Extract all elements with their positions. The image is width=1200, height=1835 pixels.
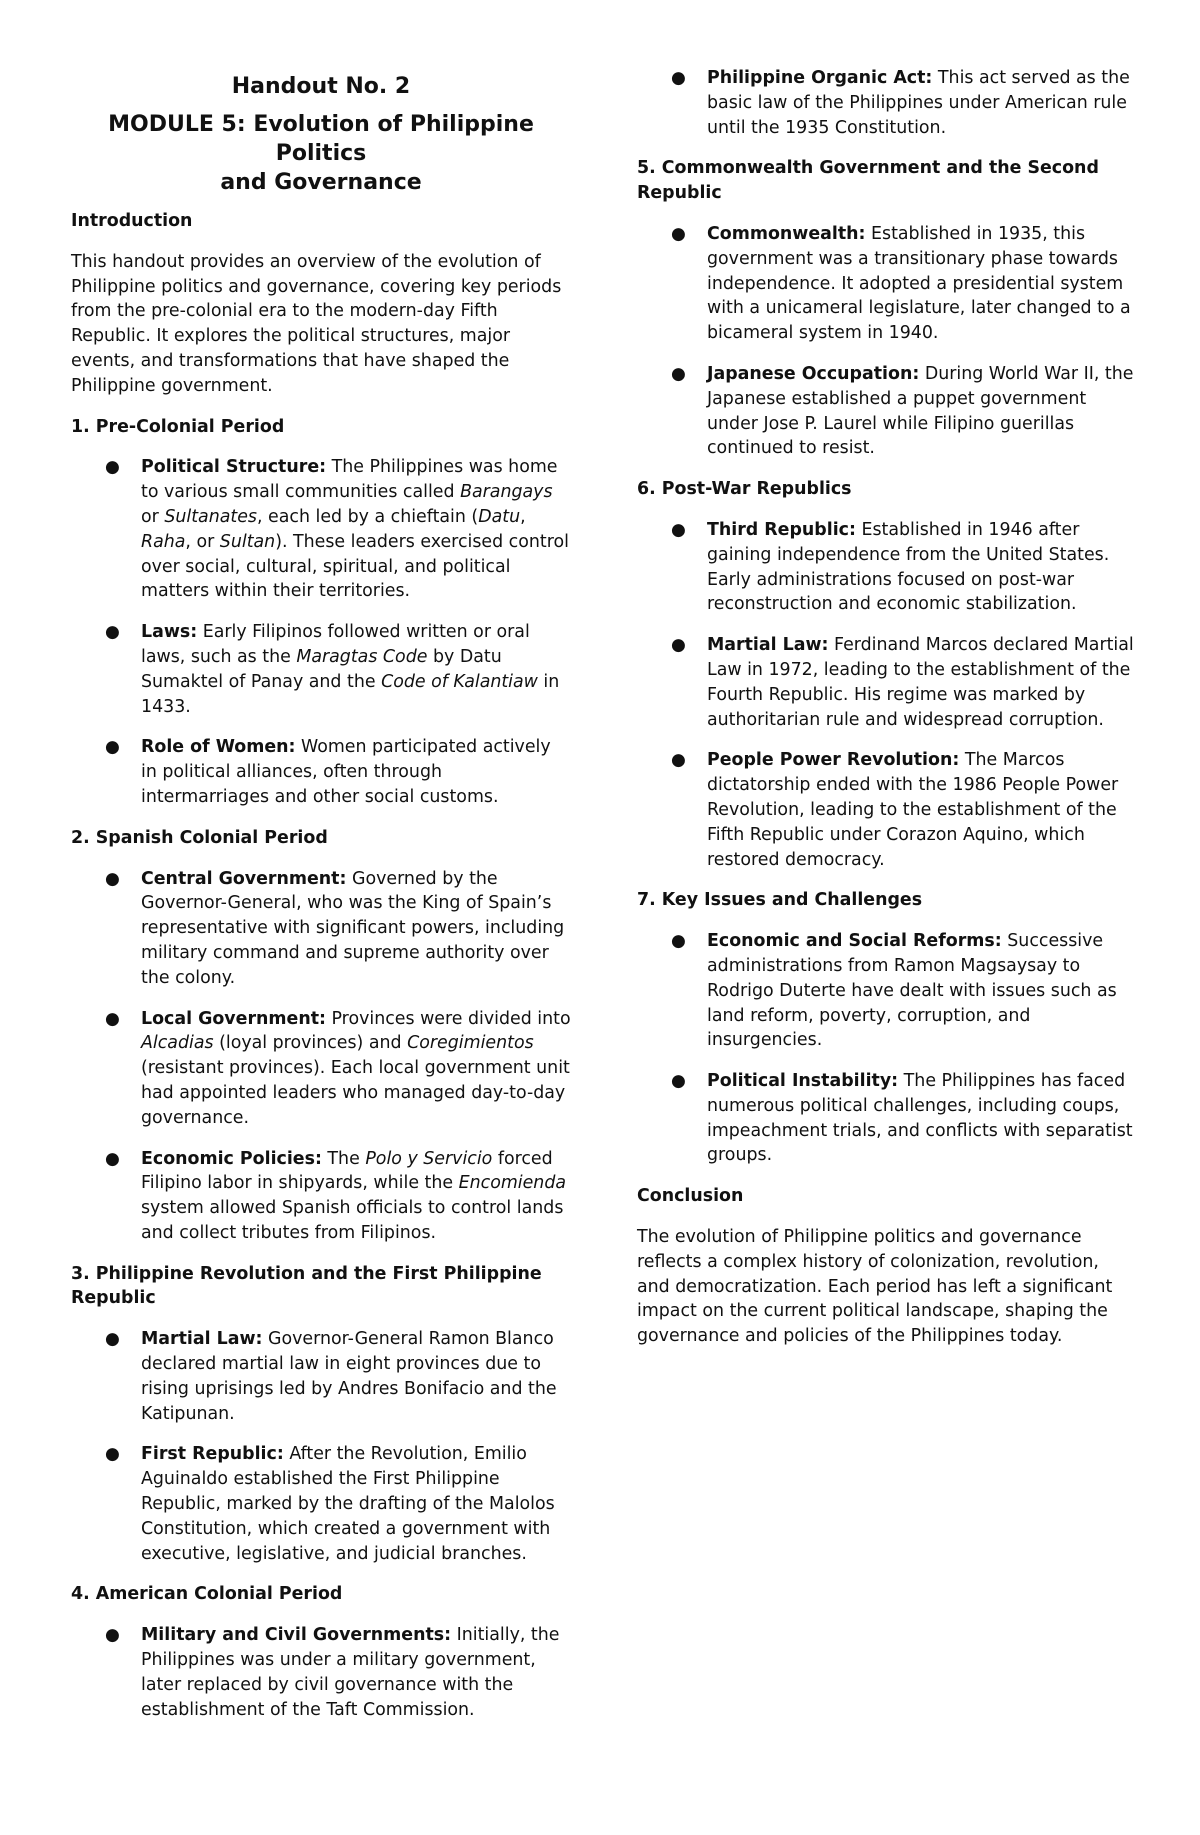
bullet-icon: ● [105,622,120,643]
item-text: , or [185,531,220,552]
item-italic: Raha [141,531,186,552]
bullet-icon: ● [105,737,120,758]
item-label: Military and Civil Governments: [141,1625,452,1646]
list-item [71,620,571,719]
item-text: by Datu Sumaktel of Panay and the [141,646,502,692]
item-label: Martial Law: [707,635,829,656]
bullet-icon: ● [105,1329,120,1350]
item-text: This act served as the basic law of the Philippines under American rule until the 1935 Constitution. [707,68,1130,138]
item-text: The [321,1148,366,1169]
bullet-icon: ● [671,223,686,244]
bullet-icon: ● [105,1148,120,1169]
section-6-list [637,518,1137,872]
section-5-heading: 5. Commonwealth Government and the Second Republic [637,158,1099,204]
item-label: Third Republic: [707,519,856,540]
conclusion-heading: Conclusion [637,1186,744,1207]
list-item [71,867,571,991]
handout-title: Handout No. 2 [231,74,411,99]
list-item [71,1623,571,1722]
list-item [71,1147,571,1246]
list-item [637,518,1137,617]
item-label: Central Government: [141,868,347,889]
list-item [637,66,1137,140]
item-label: Political Structure: [141,457,327,478]
list-item [71,455,571,604]
list-item [71,1007,571,1131]
item-label: Economic and Social Reforms: [707,931,1002,952]
item-text: (loyal provinces) and [213,1033,408,1054]
section-4-list [71,1623,571,1722]
bullet-icon: ● [671,519,686,540]
item-italic: Sultan [219,531,276,552]
list-item [637,1069,1137,1168]
module-title-line-1: MODULE 5: Evolution of Philippine Politics [108,112,534,166]
item-text: After the Revolution, Emilio Aguinaldo established the First Philippine Republic, marked by the drafting of the Malolos Constitution, which created a government with executive, legislative, and judicial branches. [141,1444,555,1564]
left-column [71,66,571,1738]
section-3-list [71,1327,571,1566]
item-italic: Datu [478,506,521,527]
right-column [637,66,1137,1365]
section-6-heading: 6. Post-War Republics [637,479,852,500]
item-italic: Sultanates [164,506,257,527]
item-text: Provinces were divided into [325,1008,571,1029]
item-text: Women participated actively in political alliances, often through intermarriages and other social customs. [141,737,551,807]
item-label: People Power Revolution: [707,750,960,771]
intro-heading: Introduction [71,211,193,231]
item-text: , each led by a chieftain ( [256,506,479,527]
bullet-icon: ● [671,1071,686,1092]
item-text: in 1433. [141,671,560,717]
item-label: Economic Policies: [141,1148,322,1169]
item-text: The Philippines has faced numerous political challenges, including coups, impeachment trials, and conflicts with separatist groups. [707,1071,1133,1166]
item-label: Philippine Organic Act: [707,68,933,88]
section-7-heading: 7. Key Issues and Challenges [637,890,923,911]
section-3-heading: 3. Philippine Revolution and the First Philippine Republic [71,1263,542,1309]
module-title [71,110,571,197]
item-text: Early Filipinos followed written or oral laws, such as the [141,622,530,667]
item-label: Martial Law: [141,1329,263,1350]
bullet-icon: ● [671,931,686,952]
item-label: Laws: [141,622,198,643]
item-italic: Alcadias [141,1033,214,1054]
item-label: Commonwealth: [707,223,866,244]
item-text: ). These leaders exercised control over social, cultural, spiritual, and political matters within their territories. [141,531,569,602]
bullet-icon: ● [105,1444,120,1465]
list-item [637,222,1137,346]
item-text: or [141,506,165,527]
item-label: Political Instability: [707,1071,899,1092]
item-italic: Encomienda [458,1173,567,1194]
bullet-icon: ● [671,363,686,384]
item-label: Role of Women: [141,737,296,758]
bullet-icon: ● [105,457,120,478]
item-text: Established in 1935, this government was a transitionary phase towards independence. It adopted a presidential system with a unicameral legislature, later changed to a bicameral system in 1940. [707,223,1131,344]
list-item [71,735,571,809]
list-item [71,1327,571,1426]
item-label: Local Government: [141,1008,326,1029]
bullet-icon: ● [671,68,686,88]
item-italic: Coregimientos [407,1033,534,1054]
item-text: The Philippines was home to various small communities called [141,457,558,503]
section-7-list [637,929,1137,1168]
module-title-line-2: and Governance [220,170,422,195]
bullet-icon: ● [105,868,120,889]
list-item [637,633,1137,732]
item-italic: Maragtas Code [296,646,428,667]
section-2-list [71,867,571,1246]
item-italic: Barangays [460,482,553,503]
bullet-icon: ● [105,1008,120,1029]
list-item [71,1442,571,1566]
item-text: Established in 1946 after gaining independence from the United States. Early administrations focused on post-war reconstruction and economic stabilization. [707,519,1110,615]
item-text: Successive administrations from Ramon Magsaysay to Rodrigo Duterte have dealt with issues such as land reform, poverty, corruption, and insurgencies. [707,931,1117,1051]
list-item [637,748,1137,872]
item-label: First Republic: [141,1444,284,1465]
section-2-heading: 2. Spanish Colonial Period [71,827,328,848]
item-text: Ferdinand Marcos declared Martial Law in 1972, leading to the establishment of the Fourth Republic. His regime was marked by authoritarian rule and widespread corruption. [707,635,1134,730]
item-text: Governed by the Governor-General, who was the King of Spain’s representative with significant powers, including military command and supreme authority over the colony. [141,868,565,988]
section-1-heading: 1. Pre-Colonial Period [71,416,285,437]
item-text: system allowed Spanish officials to control lands and collect tributes from Filipinos. [141,1198,564,1243]
item-text: The Marcos dictatorship ended with the 1986 People Power Revolution, leading to the establishment of the Fifth Republic under Corazon Aquino, which restored democracy. [707,750,1119,870]
section-4-heading: 4. American Colonial Period [71,1584,343,1605]
item-text: Initially, the Philippines was under a military government, later replaced by civil governance with the establishment of the Taft Commission. [141,1625,560,1720]
bullet-icon: ● [671,750,686,771]
intro-text: This handout provides an overview of the evolution of Philippine politics and governance, covering key periods from the pre-colonial era to the modern-day Fifth Republic. It explores the political structures, major events, and transformations that have shaped the Philippine government. [71,251,562,396]
conclusion-text: The evolution of Philippine politics and governance reflects a complex history of colonization, revolution, and democratization. Each period has left a significant impact on the current political landscape, shaping the governance and policies of the Philippines today. [637,1227,1113,1347]
list-item [637,929,1137,1053]
bullet-icon: ● [105,1625,120,1646]
item-italic: Code of Kalantiaw [381,671,538,692]
item-text: (resistant provinces). Each local government unit had appointed leaders who managed day-to-day governance. [141,1058,570,1128]
section-1-list [71,455,571,809]
bullet-icon: ● [671,635,686,656]
list-item [637,362,1137,461]
item-text: During World War II, the Japanese established a puppet government under Jose P. Laurel while Filipino guerillas continued to resist. [707,363,1134,459]
item-italic: Polo y Servicio [365,1148,493,1169]
section-4-list-continued [637,66,1137,140]
item-text: Governor-General Ramon Blanco declared martial law in eight provinces due to rising uprisings led by Andres Bonifacio and the Katipunan. [141,1329,557,1424]
item-text: forced Filipino labor in shipyards, while the [141,1148,553,1194]
item-label: Japanese Occupation: [707,363,920,384]
section-5-list [637,222,1137,461]
item-text: , [520,506,526,527]
